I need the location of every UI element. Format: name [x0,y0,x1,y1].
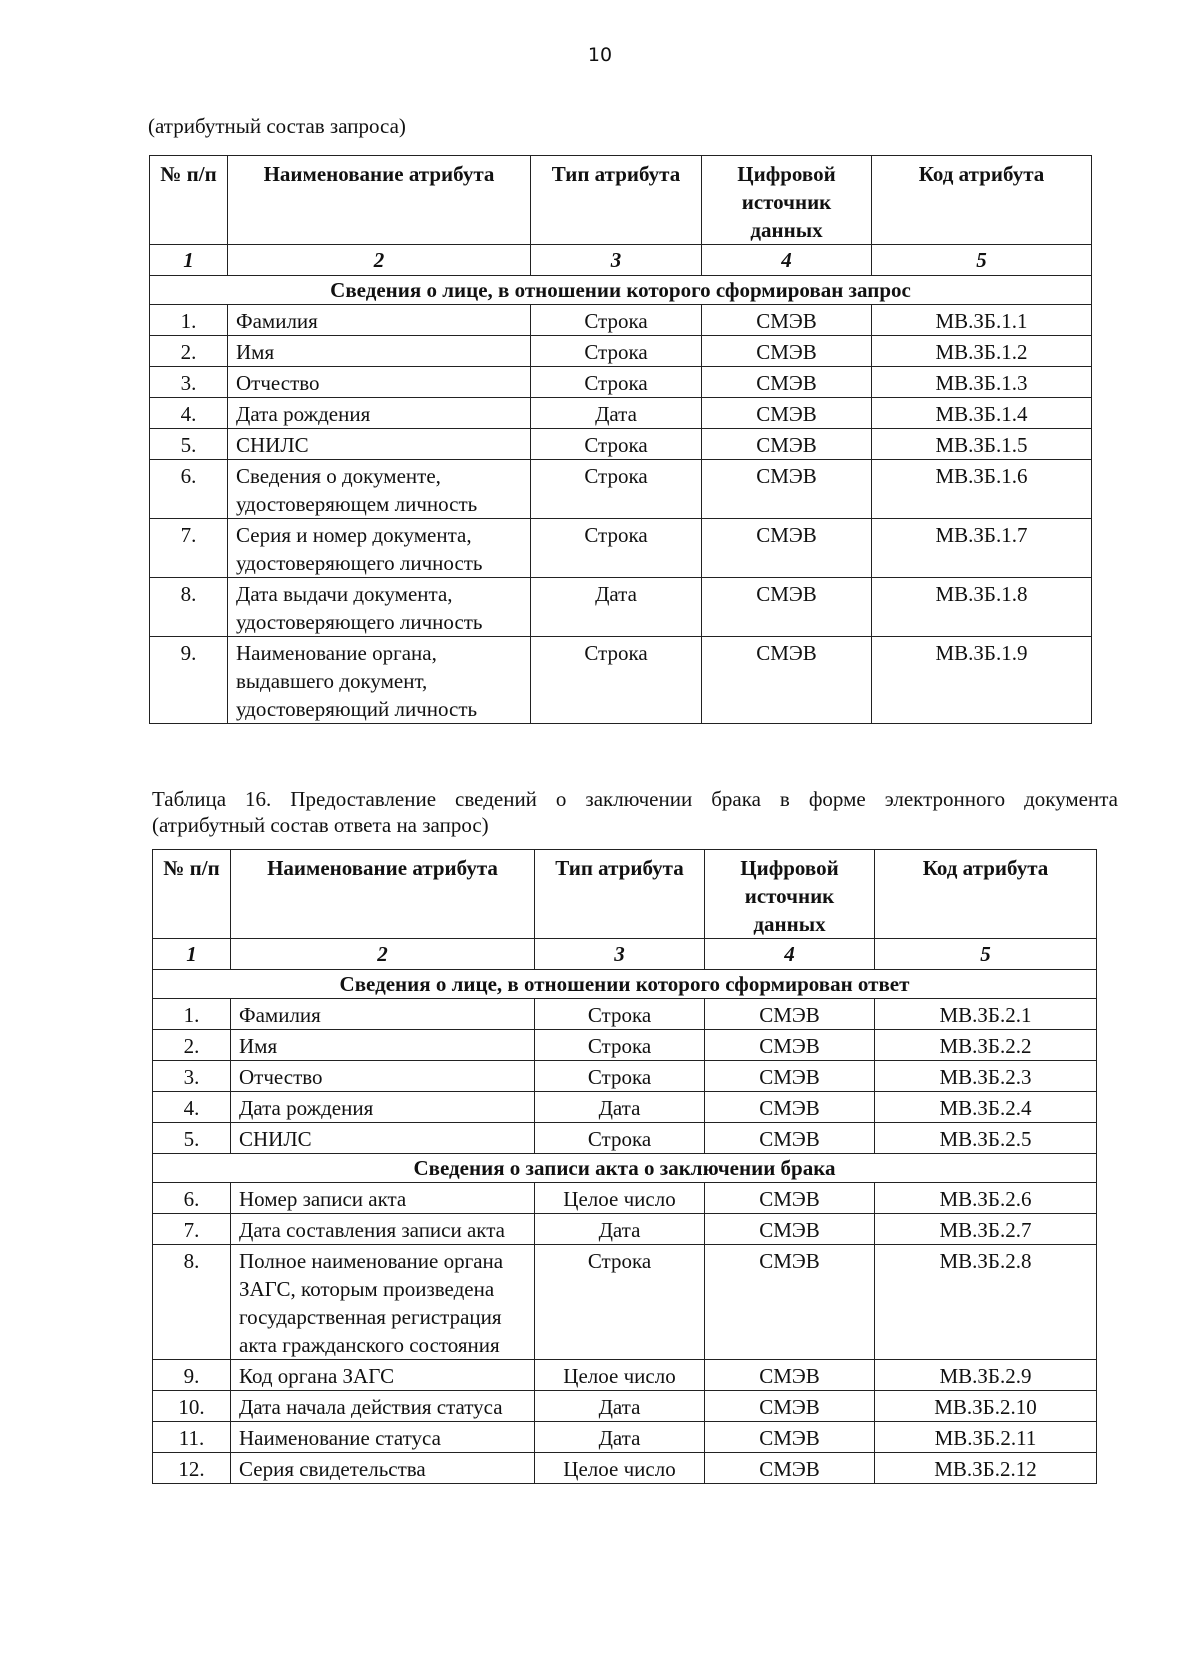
row-number: 4. [153,1092,231,1123]
attribute-name: Наименование органа, выдавшего документ, удостоверяющий личность [228,637,531,724]
table-row [153,1453,1097,1484]
colnum: 2 [228,245,531,276]
row-number: 1. [153,999,231,1030]
attribute-code: МВ.ЗБ.2.4 [875,1092,1097,1123]
attribute-name: СНИЛС [228,429,531,460]
attribute-name: Имя [231,1030,535,1061]
attribute-code: МВ.ЗБ.1.5 [872,429,1092,460]
attribute-type: Дата [531,398,702,429]
row-number: 11. [153,1422,231,1453]
row-number: 3. [150,367,228,398]
attribute-type: Строка [531,336,702,367]
attribute-name: Полное наименование органа ЗАГС, которым произведена государственная регистрация акта гражданского состояния [231,1245,535,1360]
attribute-code: МВ.ЗБ.2.8 [875,1245,1097,1360]
attribute-name: Дата рождения [228,398,531,429]
row-number: 5. [150,429,228,460]
attribute-code: МВ.ЗБ.1.2 [872,336,1092,367]
attribute-code: МВ.ЗБ.2.2 [875,1030,1097,1061]
attribute-type: Дата [535,1391,705,1422]
row-number: 1. [150,305,228,336]
header-source: Цифровой источник данных [702,156,872,245]
attribute-type: Строка [531,429,702,460]
attribute-type: Целое число [535,1360,705,1391]
data-source: СМЭВ [705,1453,875,1484]
table2-caption-line2: (атрибутный состав ответа на запрос) [152,813,489,837]
row-number: 8. [150,578,228,637]
attribute-name: Фамилия [231,999,535,1030]
attribute-type: Целое число [535,1183,705,1214]
attribute-type: Строка [531,519,702,578]
attribute-code: МВ.ЗБ.2.1 [875,999,1097,1030]
attribute-code: МВ.ЗБ.2.5 [875,1123,1097,1154]
column-numbers-row [150,245,1092,276]
table-row [150,637,1092,724]
attribute-name: Отчество [228,367,531,398]
header-code: Код атрибута [872,156,1092,245]
attribute-code: МВ.ЗБ.2.12 [875,1453,1097,1484]
attribute-type: Целое число [535,1453,705,1484]
attribute-code: МВ.ЗБ.2.6 [875,1183,1097,1214]
header-name: Наименование атрибута [228,156,531,245]
row-number: 2. [153,1030,231,1061]
attribute-name: Дата начала действия статуса [231,1391,535,1422]
attribute-name: Дата составления записи акта [231,1214,535,1245]
section-row [153,970,1097,999]
table-row [153,1030,1097,1061]
section-row [153,1154,1097,1183]
table1-attributes [149,155,1092,724]
data-source: СМЭВ [702,336,872,367]
attribute-name: Дата рождения [231,1092,535,1123]
attribute-type: Дата [535,1214,705,1245]
attribute-type: Строка [531,367,702,398]
attribute-type: Дата [535,1092,705,1123]
row-number: 7. [153,1214,231,1245]
attribute-name: Серия свидетельства [231,1453,535,1484]
header-type: Тип атрибута [531,156,702,245]
table-row [150,578,1092,637]
data-source: СМЭВ [702,398,872,429]
table1-header-row [150,156,1092,245]
attribute-name: Дата выдачи документа, удостоверяющего личность [228,578,531,637]
attribute-code: МВ.ЗБ.1.7 [872,519,1092,578]
attribute-type: Строка [535,1245,705,1360]
page-number: 10 [587,44,613,66]
section-title: Сведения о лице, в отношении которого сформирован ответ [153,970,1097,999]
attribute-type: Строка [535,1123,705,1154]
row-number: 7. [150,519,228,578]
data-source: СМЭВ [702,460,872,519]
data-source: СМЭВ [705,1391,875,1422]
row-number: 6. [150,460,228,519]
data-source: СМЭВ [705,1360,875,1391]
data-source: СМЭВ [702,367,872,398]
data-source: СМЭВ [705,999,875,1030]
table-row [150,429,1092,460]
row-number: 12. [153,1453,231,1484]
data-source: СМЭВ [705,1214,875,1245]
attribute-code: МВ.ЗБ.1.6 [872,460,1092,519]
attribute-type: Строка [535,999,705,1030]
attribute-code: МВ.ЗБ.2.10 [875,1391,1097,1422]
table-row [150,519,1092,578]
column-numbers-row [153,939,1097,970]
data-source: СМЭВ [705,1245,875,1360]
header-name: Наименование атрибута [231,850,535,939]
header-num: № п/п [153,850,231,939]
header-source: Цифровой источник данных [705,850,875,939]
table-row [153,1092,1097,1123]
colnum: 2 [231,939,535,970]
attribute-code: МВ.ЗБ.1.8 [872,578,1092,637]
data-source: СМЭВ [702,305,872,336]
attribute-name: Фамилия [228,305,531,336]
colnum: 4 [702,245,872,276]
table2-attributes [152,849,1097,1484]
table2-caption-line1: Таблица 16. Предоставление сведений о заключении брака в форме электронного документа [152,787,1118,811]
row-number: 9. [150,637,228,724]
attribute-type: Дата [535,1422,705,1453]
attribute-name: Код органа ЗАГС [231,1360,535,1391]
table-row [153,1422,1097,1453]
table-row [153,1061,1097,1092]
attribute-type: Строка [535,1061,705,1092]
table-row [150,367,1092,398]
header-code: Код атрибута [875,850,1097,939]
table-row [153,1123,1097,1154]
table2-caption [152,786,1118,838]
table-row [153,1360,1097,1391]
colnum: 5 [872,245,1092,276]
table-row [153,1183,1097,1214]
attribute-name: Имя [228,336,531,367]
section-title: Сведения о записи акта о заключении брака [153,1154,1097,1183]
attribute-name: Номер записи акта [231,1183,535,1214]
table-row [150,460,1092,519]
attribute-code: МВ.ЗБ.2.3 [875,1061,1097,1092]
colnum: 5 [875,939,1097,970]
attribute-code: МВ.ЗБ.2.11 [875,1422,1097,1453]
data-source: СМЭВ [705,1422,875,1453]
attribute-code: МВ.ЗБ.1.1 [872,305,1092,336]
header-type: Тип атрибута [535,850,705,939]
table-row [153,1214,1097,1245]
attribute-type: Строка [531,637,702,724]
colnum: 1 [150,245,228,276]
attribute-code: МВ.ЗБ.1.3 [872,367,1092,398]
data-source: СМЭВ [702,578,872,637]
attribute-code: МВ.ЗБ.2.9 [875,1360,1097,1391]
table-row [153,999,1097,1030]
table-row [150,305,1092,336]
row-number: 6. [153,1183,231,1214]
table1-caption: (атрибутный состав запроса) [148,114,406,138]
attribute-type: Строка [531,305,702,336]
colnum: 4 [705,939,875,970]
section-row [150,276,1092,305]
table-row [150,398,1092,429]
attribute-name: Серия и номер документа, удостоверяющего личность [228,519,531,578]
data-source: СМЭВ [705,1123,875,1154]
data-source: СМЭВ [702,429,872,460]
attribute-code: МВ.ЗБ.1.9 [872,637,1092,724]
header-num: № п/п [150,156,228,245]
attribute-type: Строка [531,460,702,519]
attribute-code: МВ.ЗБ.2.7 [875,1214,1097,1245]
attribute-name: СНИЛС [231,1123,535,1154]
data-source: СМЭВ [702,637,872,724]
attribute-type: Дата [531,578,702,637]
row-number: 8. [153,1245,231,1360]
attribute-name: Наименование статуса [231,1422,535,1453]
colnum: 1 [153,939,231,970]
section-title: Сведения о лице, в отношении которого сформирован запрос [150,276,1092,305]
data-source: СМЭВ [705,1092,875,1123]
table-row [150,336,1092,367]
row-number: 4. [150,398,228,429]
attribute-code: МВ.ЗБ.1.4 [872,398,1092,429]
data-source: СМЭВ [705,1183,875,1214]
data-source: СМЭВ [702,519,872,578]
data-source: СМЭВ [705,1030,875,1061]
row-number: 9. [153,1360,231,1391]
row-number: 10. [153,1391,231,1422]
table-row [153,1391,1097,1422]
row-number: 2. [150,336,228,367]
attribute-type: Строка [535,1030,705,1061]
table2-header-row [153,850,1097,939]
attribute-name: Отчество [231,1061,535,1092]
data-source: СМЭВ [705,1061,875,1092]
colnum: 3 [531,245,702,276]
table-row [153,1245,1097,1360]
colnum: 3 [535,939,705,970]
row-number: 5. [153,1123,231,1154]
row-number: 3. [153,1061,231,1092]
attribute-name: Сведения о документе, удостоверяющем личность [228,460,531,519]
